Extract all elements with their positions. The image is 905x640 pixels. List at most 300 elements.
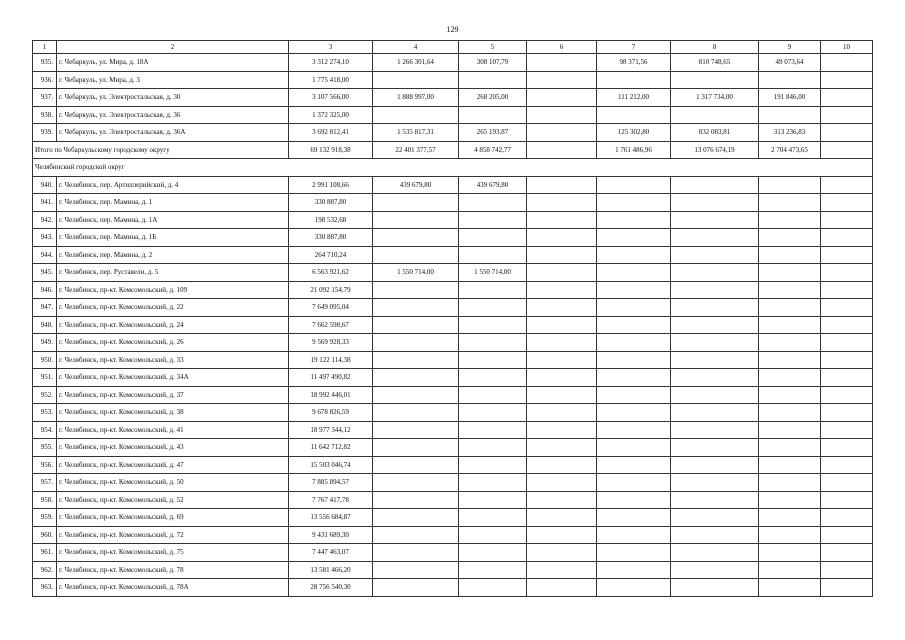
value-cell xyxy=(459,526,527,544)
value-cell xyxy=(597,316,671,334)
value-cell xyxy=(759,176,821,194)
value-cell xyxy=(373,211,459,229)
value-cell xyxy=(821,299,873,317)
value-cell xyxy=(671,106,759,124)
value-cell xyxy=(671,579,759,597)
row-number: 944. xyxy=(33,246,57,264)
value-cell xyxy=(527,281,597,299)
value-cell xyxy=(821,211,873,229)
value-cell: 3 107 566,00 xyxy=(289,89,373,107)
value-cell xyxy=(821,509,873,527)
table-row xyxy=(33,439,873,457)
value-cell: 308 107,79 xyxy=(459,54,527,72)
table-row xyxy=(33,474,873,492)
value-cell xyxy=(459,579,527,597)
value-cell: 439 679,80 xyxy=(459,176,527,194)
row-number: 949. xyxy=(33,334,57,352)
table-row xyxy=(33,369,873,387)
address-cell: г. Челябинск, пр-кт. Комсомольский, д. 47 xyxy=(57,456,289,474)
row-number: 958. xyxy=(33,491,57,509)
value-cell: 3 312 274,10 xyxy=(289,54,373,72)
value-cell xyxy=(459,334,527,352)
value-cell xyxy=(527,544,597,562)
value-cell xyxy=(527,316,597,334)
total-label: Итого по Чебаркульскому городскому округу xyxy=(33,141,289,159)
value-cell: 198 532,68 xyxy=(289,211,373,229)
table-row xyxy=(33,526,873,544)
total-cell: 13 076 674,19 xyxy=(671,141,759,159)
value-cell: 49 073,64 xyxy=(759,54,821,72)
value-cell xyxy=(597,474,671,492)
value-cell xyxy=(459,386,527,404)
value-cell xyxy=(671,456,759,474)
value-cell xyxy=(759,579,821,597)
row-number: 948. xyxy=(33,316,57,334)
value-cell xyxy=(597,176,671,194)
value-cell xyxy=(527,194,597,212)
value-cell xyxy=(759,106,821,124)
value-cell xyxy=(759,544,821,562)
value-cell xyxy=(373,579,459,597)
value-cell xyxy=(527,299,597,317)
value-cell: 19 122 114,38 xyxy=(289,351,373,369)
value-cell: 265 193,87 xyxy=(459,124,527,142)
value-cell xyxy=(597,194,671,212)
value-cell xyxy=(459,544,527,562)
value-cell xyxy=(527,456,597,474)
value-cell xyxy=(759,404,821,422)
page-number: 129 xyxy=(446,25,459,34)
address-cell: г. Челябинск, пр-кт. Комсомольский, д. 43 xyxy=(57,439,289,457)
value-cell xyxy=(373,71,459,89)
value-cell xyxy=(527,176,597,194)
value-cell: 28 756 540,30 xyxy=(289,579,373,597)
value-cell xyxy=(373,299,459,317)
row-number: 937. xyxy=(33,89,57,107)
total-row xyxy=(33,141,873,159)
value-cell: 18 977 344,12 xyxy=(289,421,373,439)
value-cell xyxy=(671,526,759,544)
value-cell xyxy=(597,299,671,317)
value-cell xyxy=(459,351,527,369)
value-cell xyxy=(597,456,671,474)
value-cell xyxy=(821,316,873,334)
value-cell xyxy=(821,561,873,579)
address-cell: г. Челябинск, пер. Мамина, д. 1Б xyxy=(57,229,289,247)
value-cell: 1 372 325,00 xyxy=(289,106,373,124)
value-cell xyxy=(373,281,459,299)
table-row xyxy=(33,579,873,597)
header-cell: 6 xyxy=(527,41,597,54)
value-cell xyxy=(597,509,671,527)
value-cell xyxy=(759,229,821,247)
value-cell xyxy=(597,544,671,562)
value-cell xyxy=(671,474,759,492)
value-cell xyxy=(759,439,821,457)
value-cell xyxy=(527,264,597,282)
row-number: 941. xyxy=(33,194,57,212)
header-cell: 1 xyxy=(33,41,57,54)
address-cell: г. Челябинск, пр-кт. Комсомольский, д. 37 xyxy=(57,386,289,404)
value-cell: 7 885 894,57 xyxy=(289,474,373,492)
value-cell xyxy=(527,246,597,264)
value-cell xyxy=(671,421,759,439)
value-cell xyxy=(373,194,459,212)
value-cell: 7 447 463,07 xyxy=(289,544,373,562)
value-cell: 832 083,81 xyxy=(671,124,759,142)
total-cell: 2 704 473,65 xyxy=(759,141,821,159)
address-cell: г. Чебаркуль, ул. Электростальская, д. 36 xyxy=(57,106,289,124)
value-cell xyxy=(527,71,597,89)
value-cell xyxy=(597,404,671,422)
data-table xyxy=(32,40,873,597)
value-cell xyxy=(671,439,759,457)
row-number: 945. xyxy=(33,264,57,282)
row-number: 938. xyxy=(33,106,57,124)
value-cell xyxy=(459,369,527,387)
value-cell xyxy=(459,491,527,509)
value-cell: 6 563 921,62 xyxy=(289,264,373,282)
value-cell xyxy=(597,579,671,597)
value-cell xyxy=(821,526,873,544)
table-row xyxy=(33,71,873,89)
value-cell xyxy=(759,421,821,439)
value-cell xyxy=(373,491,459,509)
value-cell: 330 887,80 xyxy=(289,229,373,247)
header-cell: 5 xyxy=(459,41,527,54)
total-cell: 22 401 377,57 xyxy=(373,141,459,159)
row-number: 939. xyxy=(33,124,57,142)
value-cell xyxy=(821,491,873,509)
value-cell xyxy=(671,491,759,509)
value-cell xyxy=(373,229,459,247)
address-cell: г. Челябинск, пр-кт. Комсомольский, д. 33 xyxy=(57,351,289,369)
value-cell xyxy=(527,54,597,72)
value-cell xyxy=(759,526,821,544)
row-number: 947. xyxy=(33,299,57,317)
value-cell xyxy=(459,281,527,299)
address-cell: г. Челябинск, пр-кт. Комсомольский, д. 78А xyxy=(57,579,289,597)
value-cell xyxy=(671,351,759,369)
address-cell: г. Челябинск, пр-кт. Комсомольский, д. 52 xyxy=(57,491,289,509)
value-cell xyxy=(527,526,597,544)
address-cell: г. Челябинск, пр-кт. Комсомольский, д. 75 xyxy=(57,544,289,562)
value-cell xyxy=(759,456,821,474)
value-cell xyxy=(597,211,671,229)
header-cell: 10 xyxy=(821,41,873,54)
value-cell xyxy=(821,474,873,492)
row-number: 943. xyxy=(33,229,57,247)
table-row xyxy=(33,89,873,107)
value-cell xyxy=(671,229,759,247)
address-cell: г. Челябинск, пр-кт. Комсомольский, д. 109 xyxy=(57,281,289,299)
value-cell xyxy=(597,351,671,369)
value-cell xyxy=(527,474,597,492)
value-cell: 125 302,80 xyxy=(597,124,671,142)
address-cell: г. Челябинск, пр-кт. Комсомольский, д. 78 xyxy=(57,561,289,579)
value-cell: 11 642 712,82 xyxy=(289,439,373,457)
address-cell: г. Чебаркуль, ул. Электростальская, д. 36А xyxy=(57,124,289,142)
value-cell: 13 581 466,20 xyxy=(289,561,373,579)
value-cell: 15 503 046,74 xyxy=(289,456,373,474)
value-cell xyxy=(671,369,759,387)
value-cell: 1 550 714,00 xyxy=(373,264,459,282)
address-cell: г. Челябинск, пер. Мамина, д. 2 xyxy=(57,246,289,264)
address-cell: г. Челябинск, пр-кт. Комсомольский, д. 22 xyxy=(57,299,289,317)
value-cell xyxy=(821,544,873,562)
value-cell xyxy=(527,509,597,527)
value-cell xyxy=(527,561,597,579)
value-cell xyxy=(597,386,671,404)
value-cell: 21 092 154,79 xyxy=(289,281,373,299)
value-cell xyxy=(671,176,759,194)
value-cell xyxy=(459,299,527,317)
value-cell xyxy=(821,404,873,422)
value-cell xyxy=(527,369,597,387)
value-cell xyxy=(759,264,821,282)
table-row xyxy=(33,211,873,229)
header-row xyxy=(33,41,873,54)
value-cell xyxy=(759,316,821,334)
address-cell: г. Челябинск, пр-кт. Комсомольский, д. 34А xyxy=(57,369,289,387)
value-cell xyxy=(527,89,597,107)
value-cell xyxy=(759,246,821,264)
value-cell xyxy=(459,211,527,229)
value-cell xyxy=(821,386,873,404)
value-cell xyxy=(373,404,459,422)
value-cell xyxy=(671,299,759,317)
value-cell xyxy=(373,526,459,544)
row-number: 957. xyxy=(33,474,57,492)
table-row xyxy=(33,456,873,474)
value-cell: 1 550 714,00 xyxy=(459,264,527,282)
value-cell xyxy=(671,544,759,562)
value-cell xyxy=(821,439,873,457)
value-cell xyxy=(373,474,459,492)
row-number: 936. xyxy=(33,71,57,89)
value-cell xyxy=(527,386,597,404)
row-number: 962. xyxy=(33,561,57,579)
table-row xyxy=(33,404,873,422)
section-row xyxy=(33,159,873,177)
value-cell: 330 887,80 xyxy=(289,194,373,212)
total-cell: 4 858 742,77 xyxy=(459,141,527,159)
row-number: 955. xyxy=(33,439,57,457)
value-cell xyxy=(821,89,873,107)
total-cell: 1 761 486,96 xyxy=(597,141,671,159)
value-cell xyxy=(671,316,759,334)
value-cell xyxy=(671,71,759,89)
address-cell: г. Челябинск, пр-кт. Комсомольский, д. 24 xyxy=(57,316,289,334)
value-cell xyxy=(459,194,527,212)
value-cell xyxy=(759,386,821,404)
value-cell xyxy=(527,491,597,509)
value-cell xyxy=(597,439,671,457)
value-cell xyxy=(759,351,821,369)
value-cell xyxy=(821,281,873,299)
value-cell xyxy=(821,456,873,474)
value-cell xyxy=(821,246,873,264)
address-cell: г. Челябинск, пер. Мамина, д. 1А xyxy=(57,211,289,229)
address-cell: г. Челябинск, пр-кт. Комсомольский, д. 50 xyxy=(57,474,289,492)
row-number: 959. xyxy=(33,509,57,527)
value-cell: 1 266 301,64 xyxy=(373,54,459,72)
value-cell xyxy=(759,194,821,212)
value-cell xyxy=(527,229,597,247)
row-number: 940. xyxy=(33,176,57,194)
section-label: Челябинский городской округ xyxy=(33,159,873,177)
value-cell xyxy=(459,71,527,89)
value-cell xyxy=(373,439,459,457)
value-cell xyxy=(671,264,759,282)
value-cell xyxy=(373,334,459,352)
row-number: 956. xyxy=(33,456,57,474)
value-cell xyxy=(821,264,873,282)
value-cell xyxy=(373,421,459,439)
row-number: 942. xyxy=(33,211,57,229)
value-cell xyxy=(373,351,459,369)
table-row xyxy=(33,334,873,352)
value-cell xyxy=(597,334,671,352)
value-cell xyxy=(821,229,873,247)
header-cell: 8 xyxy=(671,41,759,54)
value-cell xyxy=(759,509,821,527)
value-cell xyxy=(821,369,873,387)
header-cell: 3 xyxy=(289,41,373,54)
row-number: 963. xyxy=(33,579,57,597)
value-cell: 191 846,00 xyxy=(759,89,821,107)
value-cell: 9 569 928,33 xyxy=(289,334,373,352)
value-cell: 98 371,56 xyxy=(597,54,671,72)
value-cell xyxy=(759,474,821,492)
value-cell xyxy=(759,281,821,299)
address-cell: г. Челябинск, пр-кт. Комсомольский, д. 38 xyxy=(57,404,289,422)
value-cell xyxy=(373,386,459,404)
value-cell xyxy=(671,404,759,422)
value-cell xyxy=(821,106,873,124)
value-cell xyxy=(373,456,459,474)
value-cell xyxy=(459,456,527,474)
value-cell: 264 710,24 xyxy=(289,246,373,264)
value-cell xyxy=(821,71,873,89)
value-cell: 1 775 418,00 xyxy=(289,71,373,89)
value-cell xyxy=(821,421,873,439)
address-cell: г. Чебаркуль, ул. Мира, д. 18А xyxy=(57,54,289,72)
value-cell xyxy=(759,491,821,509)
total-cell xyxy=(821,141,873,159)
address-cell: г. Чебаркуль, ул. Мира, д. 3 xyxy=(57,71,289,89)
value-cell: 9 431 689,30 xyxy=(289,526,373,544)
value-cell xyxy=(373,509,459,527)
value-cell xyxy=(527,404,597,422)
value-cell: 7 767 417,78 xyxy=(289,491,373,509)
table-row xyxy=(33,351,873,369)
value-cell xyxy=(459,246,527,264)
value-cell xyxy=(759,299,821,317)
value-cell xyxy=(527,351,597,369)
value-cell xyxy=(821,124,873,142)
value-cell xyxy=(671,246,759,264)
address-cell: г. Челябинск, пер. Артиллерийский, д. 4 xyxy=(57,176,289,194)
value-cell xyxy=(597,491,671,509)
value-cell: 1 888 997,00 xyxy=(373,89,459,107)
value-cell: 7 662 598,67 xyxy=(289,316,373,334)
value-cell xyxy=(459,229,527,247)
row-number: 951. xyxy=(33,369,57,387)
value-cell xyxy=(671,281,759,299)
value-cell xyxy=(821,194,873,212)
value-cell xyxy=(373,544,459,562)
value-cell xyxy=(759,71,821,89)
value-cell xyxy=(759,211,821,229)
address-cell: г. Челябинск, пер. Руставели, д. 5 xyxy=(57,264,289,282)
value-cell xyxy=(821,334,873,352)
header-cell: 9 xyxy=(759,41,821,54)
value-cell xyxy=(527,334,597,352)
value-cell xyxy=(597,281,671,299)
row-number: 953. xyxy=(33,404,57,422)
value-cell xyxy=(373,316,459,334)
table-row xyxy=(33,561,873,579)
table-row xyxy=(33,421,873,439)
value-cell xyxy=(527,124,597,142)
address-cell: г. Чебаркуль, ул. Электростальская, д. 30 xyxy=(57,89,289,107)
value-cell xyxy=(597,526,671,544)
value-cell xyxy=(671,509,759,527)
value-cell: 13 556 684,87 xyxy=(289,509,373,527)
value-cell: 1 317 734,00 xyxy=(671,89,759,107)
row-number: 960. xyxy=(33,526,57,544)
address-cell: г. Челябинск, пер. Мамина, д. 1 xyxy=(57,194,289,212)
value-cell xyxy=(597,229,671,247)
value-cell xyxy=(459,404,527,422)
value-cell xyxy=(821,579,873,597)
value-cell: 268 205,00 xyxy=(459,89,527,107)
value-cell xyxy=(527,579,597,597)
value-cell: 1 535 817,31 xyxy=(373,124,459,142)
value-cell xyxy=(527,211,597,229)
value-cell: 313 236,83 xyxy=(759,124,821,142)
table-row xyxy=(33,194,873,212)
row-number: 950. xyxy=(33,351,57,369)
table-row xyxy=(33,386,873,404)
value-cell xyxy=(373,246,459,264)
value-cell xyxy=(597,561,671,579)
row-number: 935. xyxy=(33,54,57,72)
value-cell xyxy=(527,106,597,124)
value-cell xyxy=(821,176,873,194)
table-row xyxy=(33,124,873,142)
header-cell: 7 xyxy=(597,41,671,54)
address-cell: г. Челябинск, пр-кт. Комсомольский, д. 41 xyxy=(57,421,289,439)
address-cell: г. Челябинск, пр-кт. Комсомольский, д. 72 xyxy=(57,526,289,544)
total-cell: 69 132 918,38 xyxy=(289,141,373,159)
row-number: 961. xyxy=(33,544,57,562)
value-cell xyxy=(671,334,759,352)
value-cell: 18 992 446,01 xyxy=(289,386,373,404)
value-cell xyxy=(759,369,821,387)
table-row xyxy=(33,54,873,72)
value-cell xyxy=(597,421,671,439)
value-cell xyxy=(373,369,459,387)
value-cell: 439 679,80 xyxy=(373,176,459,194)
value-cell xyxy=(821,351,873,369)
value-cell xyxy=(597,106,671,124)
table-row xyxy=(33,246,873,264)
value-cell xyxy=(459,474,527,492)
header-cell: 2 xyxy=(57,41,289,54)
row-number: 946. xyxy=(33,281,57,299)
